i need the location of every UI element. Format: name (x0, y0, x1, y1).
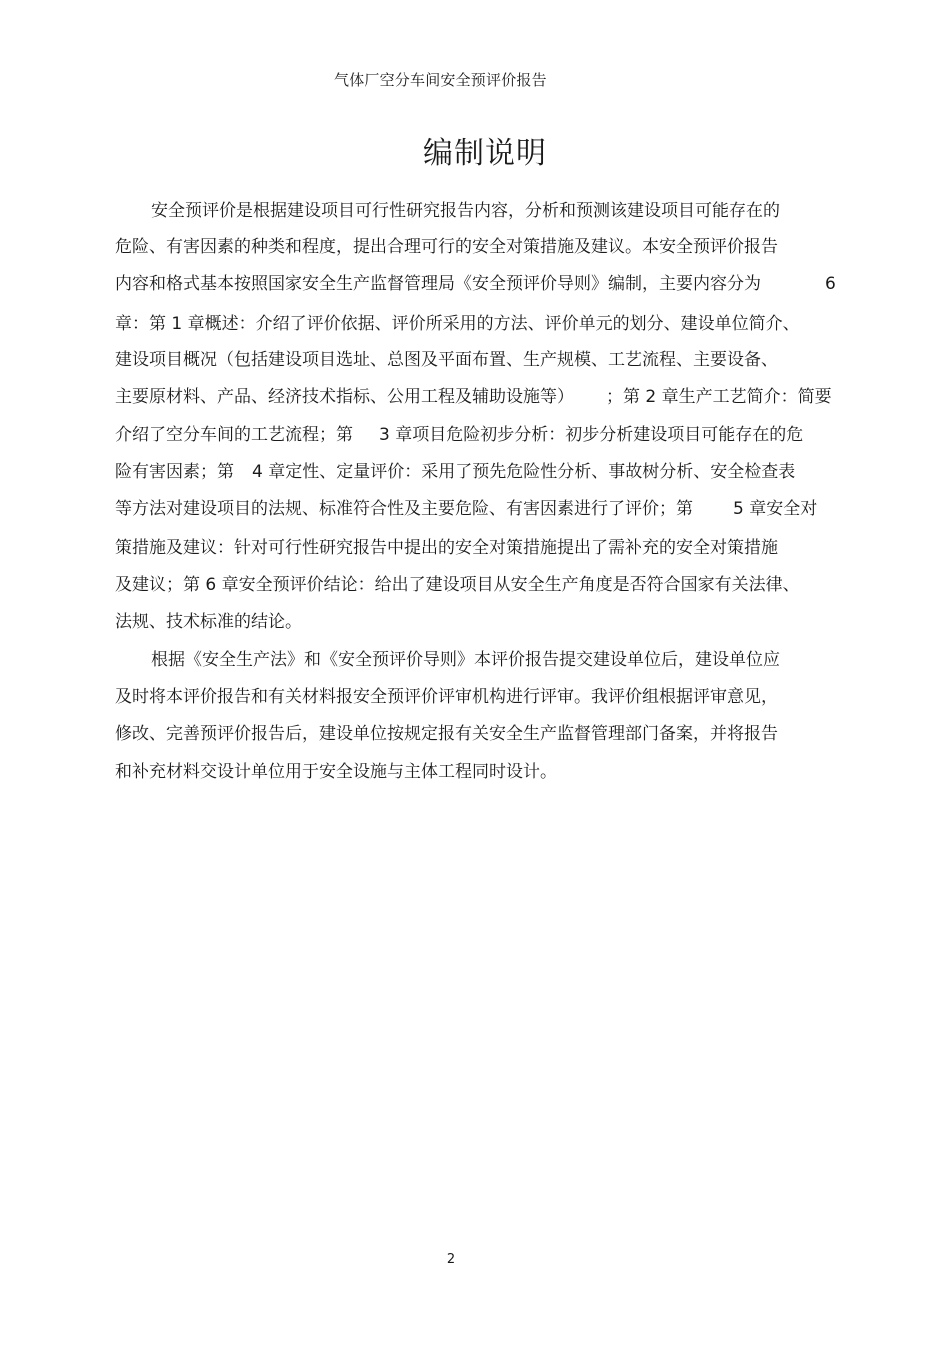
paragraph-line: 主要原材料、产品、经济技术指标、公用工程及辅助设施等） ；第 2 章生产工艺简介：简要 (115, 387, 832, 407)
running-header: 气体厂空分车间安全预评价报告 (334, 71, 547, 89)
paragraph-line: 安全预评价是根据建设项目可行性研究报告内容，分析和预测该建设项目可能存在的 (151, 201, 780, 221)
paragraph-line: 和补充材料交设计单位用于安全设施与主体工程同时设计。 (115, 762, 557, 782)
paragraph-line: 及建议；第 6 章安全预评价结论：给出了建设项目从安全生产角度是否符合国家有关法律、 (115, 575, 800, 595)
paragraph-line: 危险、有害因素的种类和程度，提出合理可行的安全对策措施及建议。本安全预评价报告 (115, 237, 778, 257)
paragraph-line: 等方法对建设项目的法规、标准符合性及主要危险、有害因素进行了评价；第 5 章安全对 (115, 499, 818, 519)
page-title: 编制说明 (423, 136, 547, 171)
paragraph-line: 内容和格式基本按照国家安全生产监督管理局《安全预评价导则》编制，主要内容分为 6 (115, 274, 836, 294)
paragraph-line: 根据《安全生产法》和《安全预评价导则》本评价报告提交建设单位后，建设单位应 (151, 650, 780, 670)
paragraph-line: 介绍了空分车间的工艺流程；第 3 章项目危险初步分析：初步分析建设项目可能存在的危 (115, 425, 804, 445)
paragraph-line: 及时将本评价报告和有关材料报安全预评价评审机构进行评审。我评价组根据评审意见， (115, 687, 778, 707)
page-number: 2 (446, 1252, 456, 1267)
paragraph-line: 修改、完善预评价报告后，建设单位按规定报有关安全生产监督管理部门备案，并将报告 (115, 724, 778, 744)
paragraph-line: 章：第 1 章概述：介绍了评价依据、评价所采用的方法、评价单元的划分、建设单位简介、 (115, 314, 800, 334)
paragraph-line: 策措施及建议：针对可行性研究报告中提出的安全对策措施提出了需补充的安全对策措施 (115, 538, 778, 558)
paragraph-line: 险有害因素；第 4 章定性、定量评价：采用了预先危险性分析、事故树分析、安全检查表 (115, 462, 796, 482)
paragraph-line: 建设项目概况（包括建设项目选址、总图及平面布置、生产规模、工艺流程、主要设备、 (115, 350, 778, 370)
paragraph-line: 法规、技术标准的结论。 (115, 612, 302, 632)
